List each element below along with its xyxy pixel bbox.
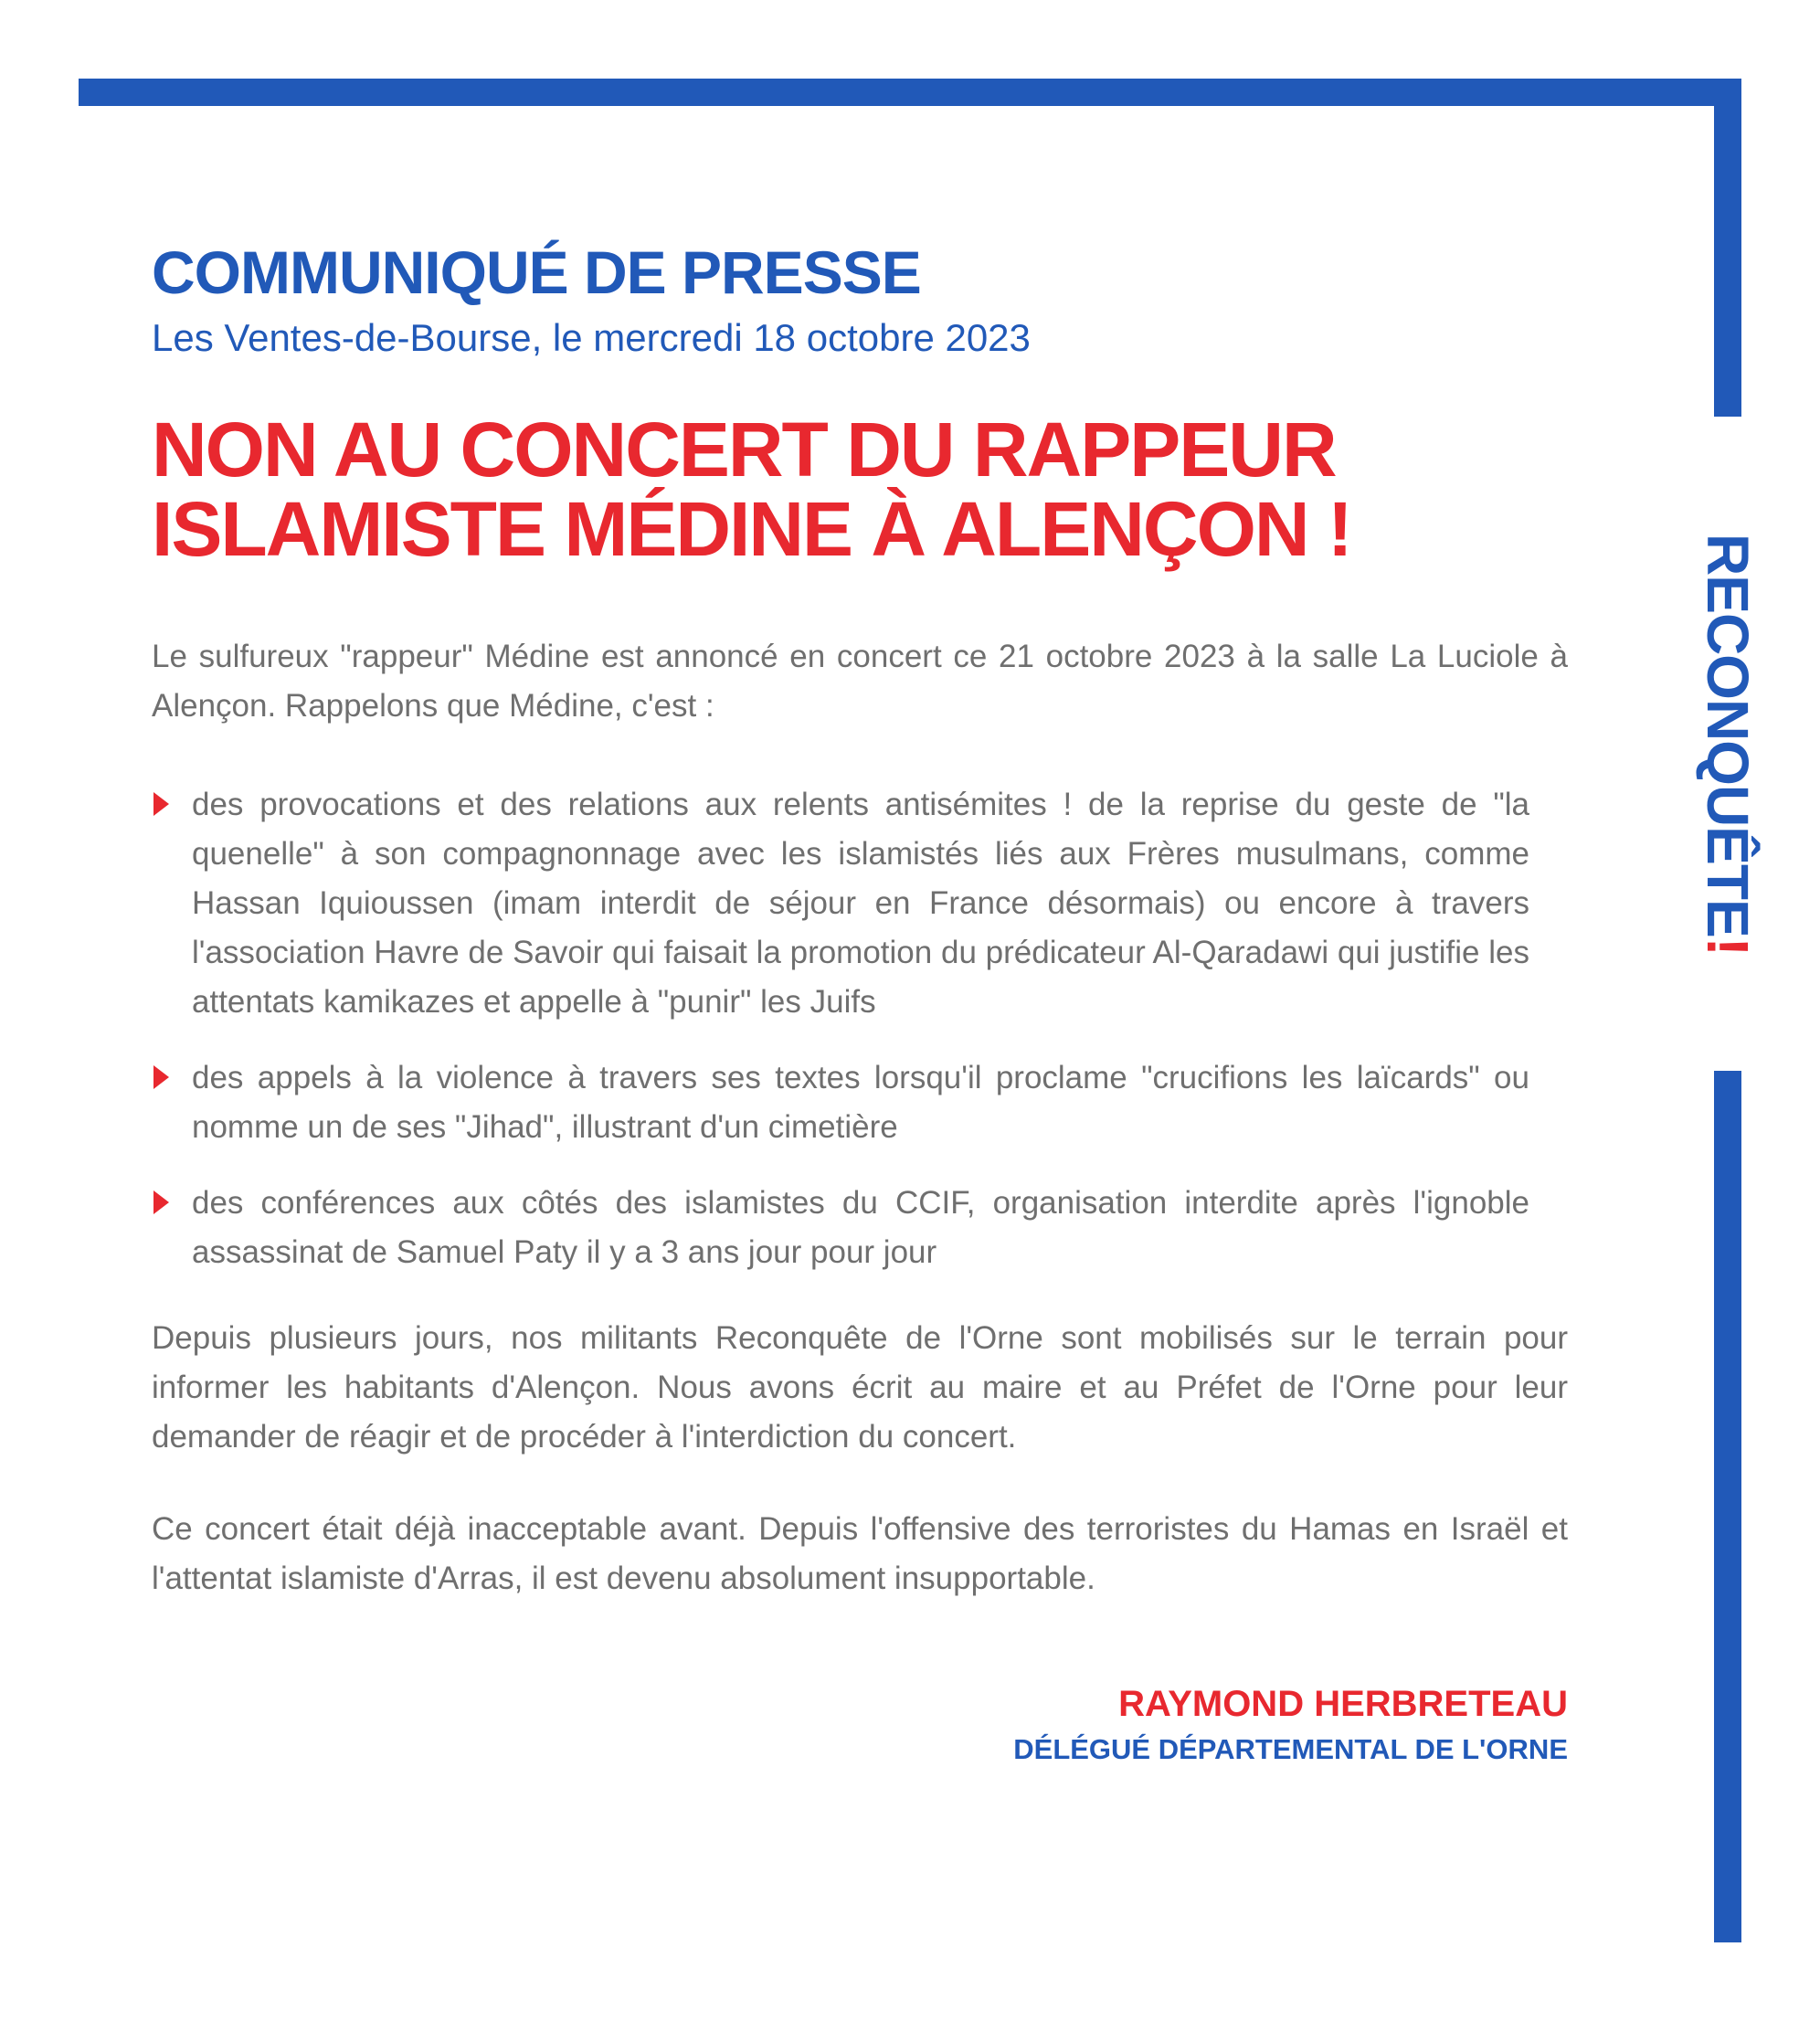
signatory-name: RAYMOND HERBRETEAU xyxy=(1118,1684,1568,1725)
logo-exclamation: ! xyxy=(1695,936,1761,956)
dateline: Les Ventes-de-Bourse, le mercredi 18 octobre 2023 xyxy=(152,315,1031,359)
list-item-text: des appels à la violence à travers ses textes lorsqu'il proclame "crucifions les laïcards" ou nomme un de ses "Jihad", illustrant d'un cimetière xyxy=(192,1060,1529,1146)
triangle-bullet-icon xyxy=(153,1190,169,1214)
triangle-bullet-icon xyxy=(153,1065,169,1089)
list-item-text: des provocations et des relations aux relents antisémites ! de la reprise du geste de "la quenelle" à son compagnonnage avec les islamistés liés aux Frères musulmans, comme Hassan Iquioussen (imam interdit de séjour en France désormais) ou encore à travers l'association Havre de Savoir qui faisait la promotion du prédicateur Al-Qaradawi qui justifie les attentats kamikazes et appelle à "punir" les Juifs xyxy=(192,787,1529,1021)
title-line-1: NON AU CONCERT DU RAPPEUR xyxy=(152,407,1336,493)
list-item-text: des conférences aux côtés des islamistes du CCIF, organisation interdite après l'ignoble assassinat de Samuel Paty il y a 3 ans jour pour jour xyxy=(192,1185,1529,1271)
mobilisation-paragraph: Depuis plusieurs jours, nos militants Reconquête de l'Orne sont mobilisés sur le terrain pour informer les habitants d'Alençon. Nous avons écrit au maire et au Préfet de l'Orne pour leur demander de réagir et de procéder à l'interdiction du concert. xyxy=(152,1320,1568,1455)
frame-right-bar-upper xyxy=(1714,79,1741,417)
logo-wordmark: RECONQUÊTE xyxy=(1695,534,1761,937)
signature-block xyxy=(152,1682,1568,1768)
list-item xyxy=(152,1053,1529,1152)
frame-right-bar-lower xyxy=(1714,1071,1741,1942)
frame-top-bar xyxy=(79,79,1741,106)
triangle-bullet-icon xyxy=(153,792,169,816)
list-item xyxy=(152,780,1529,1027)
document-kicker: COMMUNIQUÉ DE PRESSE xyxy=(152,238,921,306)
accusation-list xyxy=(152,780,1529,1277)
intro-paragraph: Le sulfureux "rappeur" Médine est annoncé en concert ce 21 octobre 2023 à la salle La Luciole à Alençon. Rappelons que Médine, c'est : xyxy=(152,639,1568,725)
press-release-content xyxy=(152,239,1568,1769)
list-item xyxy=(152,1179,1529,1277)
signatory-title: DÉLÉGUÉ DÉPARTEMENTAL DE L'ORNE xyxy=(1013,1733,1568,1766)
page-title xyxy=(152,407,1568,572)
reconquete-logo xyxy=(1695,534,1761,956)
conclusion-paragraph: Ce concert était déjà inacceptable avant. Depuis l'offensive des terroristes du Hamas en Israël et l'attentat islamiste d'Arras, il est devenu absolument insupportable. xyxy=(152,1511,1568,1597)
title-line-2: ISLAMISTE MÉDINE À ALENÇON ! xyxy=(152,485,1351,572)
